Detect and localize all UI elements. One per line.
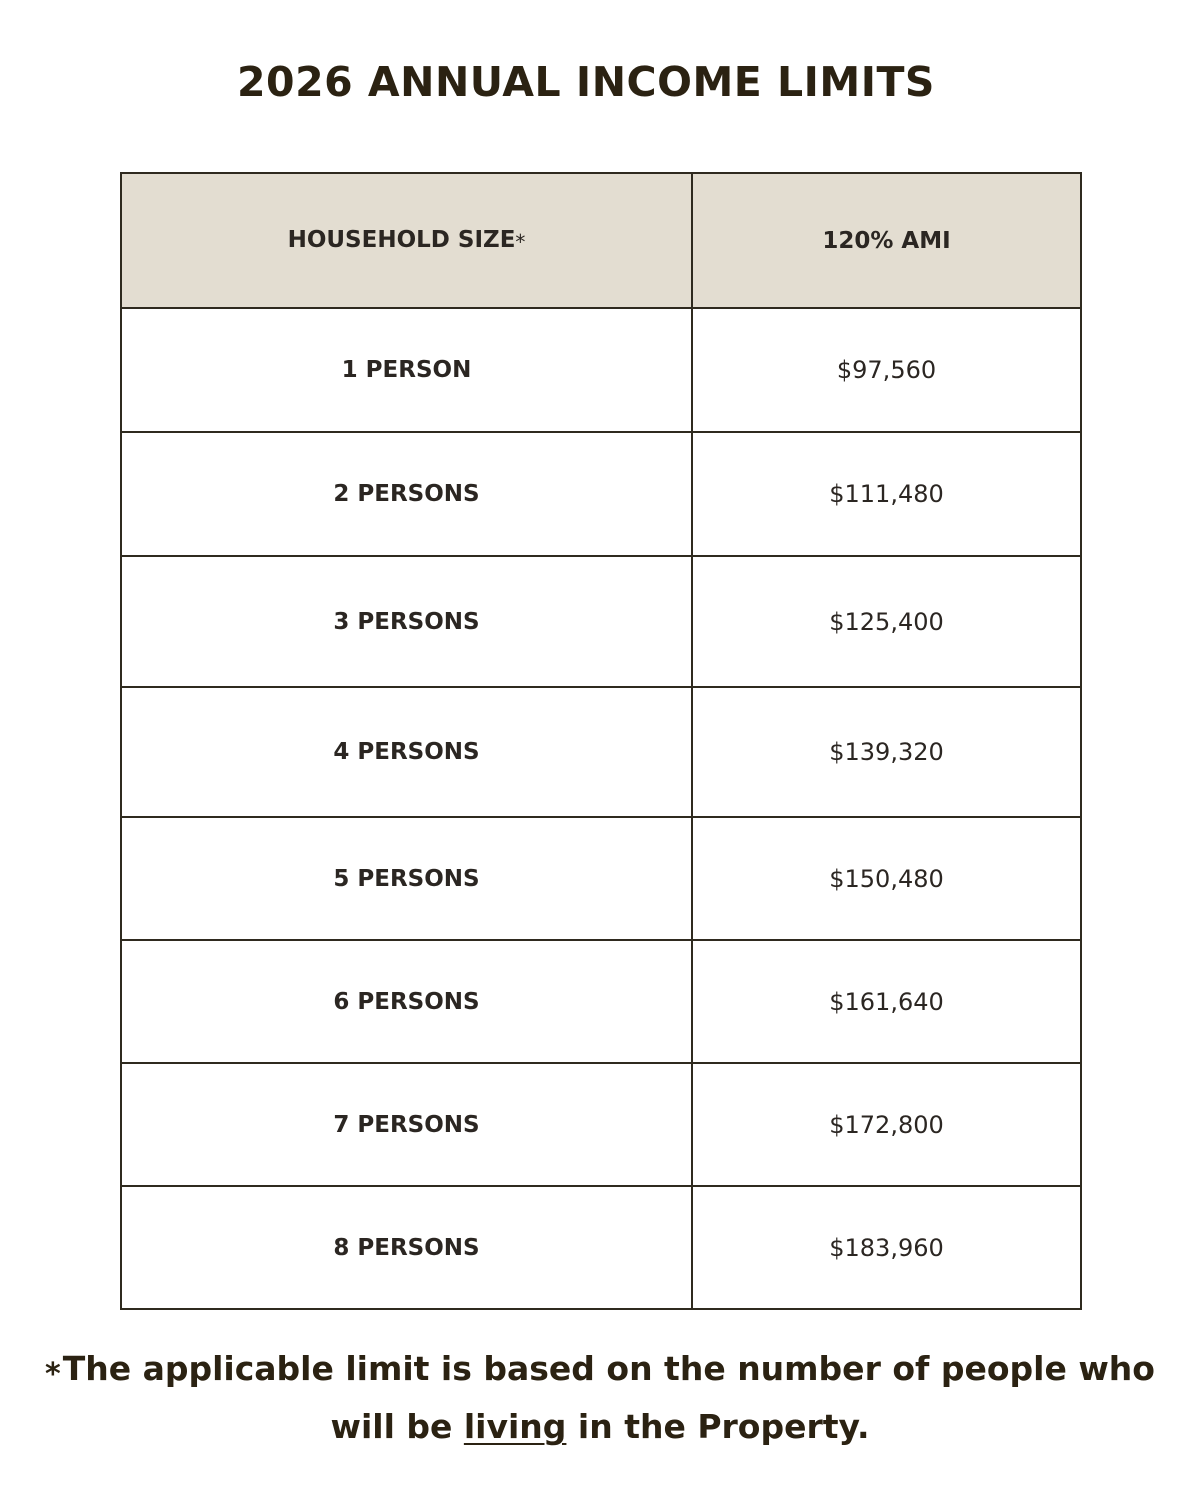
ami-header: 120% AMI (692, 173, 1081, 308)
income-limit-cell: $161,640 (692, 940, 1081, 1063)
household-size-cell: 1 PERSON (121, 308, 692, 432)
table-row (121, 817, 1081, 940)
income-limit-cell: $172,800 (692, 1063, 1081, 1186)
household-size-cell: 7 PERSONS (121, 1063, 692, 1186)
income-limit-cell: $150,480 (692, 817, 1081, 940)
table-header-row (121, 173, 1081, 308)
household-size-header-label: HOUSEHOLD SIZE (287, 227, 516, 253)
page-title: 2026 ANNUAL INCOME LIMITS (237, 58, 935, 106)
household-size-cell: 6 PERSONS (121, 940, 692, 1063)
asterisk-marker: * (515, 230, 526, 254)
household-size-header (121, 173, 692, 308)
household-size-cell: 2 PERSONS (121, 432, 692, 556)
table-row (121, 1063, 1081, 1186)
footnote-marker: * (45, 1357, 61, 1392)
footnote (20, 1343, 1180, 1453)
table-row (121, 556, 1081, 687)
income-limit-cell: $97,560 (692, 308, 1081, 432)
table-row (121, 940, 1081, 1063)
footnote-text-after: in the Property. (566, 1407, 870, 1446)
household-size-cell: 3 PERSONS (121, 556, 692, 687)
income-limit-cell: $139,320 (692, 687, 1081, 817)
household-size-cell: 5 PERSONS (121, 817, 692, 940)
table-row (121, 687, 1081, 817)
income-limit-cell: $111,480 (692, 432, 1081, 556)
table-row (121, 1186, 1081, 1309)
income-limit-cell: $183,960 (692, 1186, 1081, 1309)
table-row (121, 308, 1081, 432)
footnote-text-before: The applicable limit is based on the number of people who will be (62, 1349, 1155, 1446)
table-row (121, 432, 1081, 556)
household-size-cell: 8 PERSONS (121, 1186, 692, 1309)
income-limit-cell: $125,400 (692, 556, 1081, 687)
income-limits-table (120, 172, 1082, 1310)
footnote-underlined-word: living (463, 1407, 567, 1446)
household-size-cell: 4 PERSONS (121, 687, 692, 817)
